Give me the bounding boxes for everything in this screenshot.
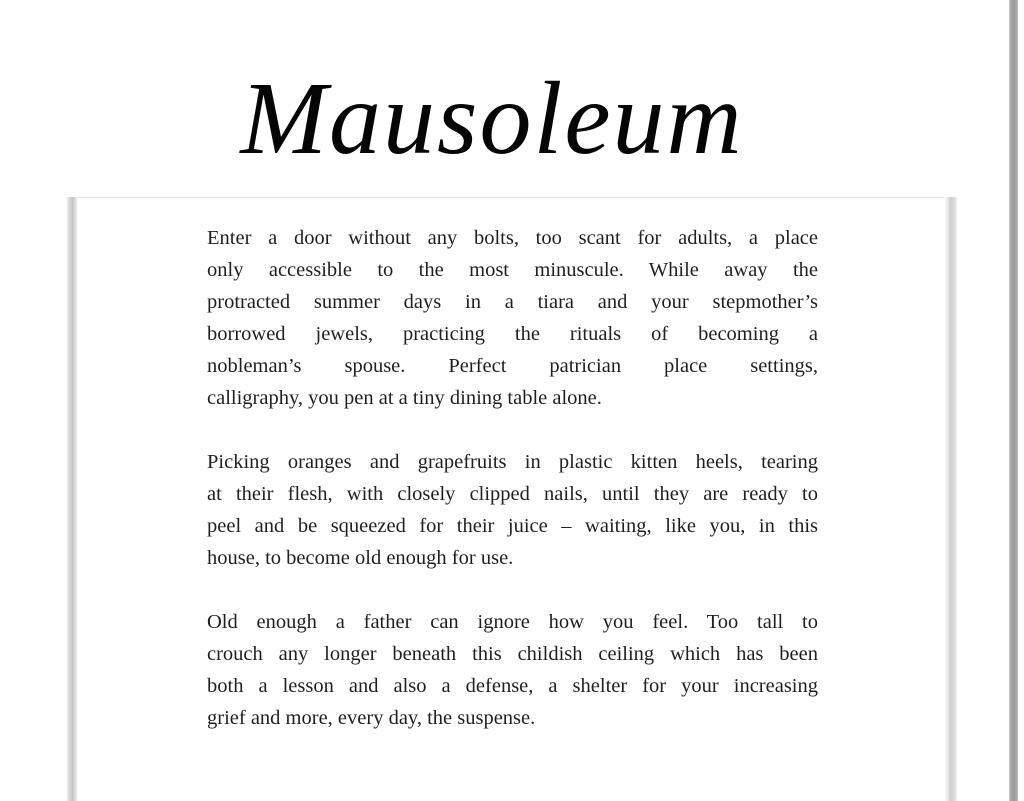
poem-line: borrowed jewels, practicing the rituals of becoming a: [207, 323, 818, 345]
poem-paragraph: [207, 606, 818, 734]
poem-title: Mausoleum: [240, 61, 744, 176]
poem-line: Enter a door without any bolts, too scant for adults, a place: [207, 227, 818, 249]
poem-line: crouch any longer beneath this childish ceiling which has been: [207, 643, 818, 665]
poem-line: both a lesson and also a defense, a shelter for your increasing: [207, 675, 818, 697]
poem-line: calligraphy, you pen at a tiny dining table alone.: [207, 387, 602, 409]
poem-line: protracted summer days in a tiara and your stepmother’s: [207, 291, 818, 313]
poem-line: nobleman’s spouse. Perfect patrician place settings,: [207, 355, 818, 377]
page-left-edge-shadow: [66, 197, 78, 801]
poem-line: only accessible to the most minuscule. While away the: [207, 259, 818, 281]
poem-line: Picking oranges and grapefruits in plastic kitten heels, tearing: [207, 451, 818, 473]
poem-line: house, to become old enough for use.: [207, 547, 514, 569]
page-right-edge-shadow: [944, 197, 958, 801]
poem-paragraph: [207, 222, 818, 414]
poem-line: at their flesh, with closely clipped nails, until they are ready to: [207, 483, 818, 505]
poem-line: peel and be squeezed for their juice – waiting, like you, in this: [207, 515, 818, 537]
poem-line: grief and more, every day, the suspense.: [207, 707, 536, 729]
page-top-edge: [77, 197, 948, 198]
poem-line: Old enough a father can ignore how you feel. Too tall to: [207, 611, 818, 633]
poem-paragraph: [207, 446, 818, 574]
poem-body: [207, 222, 818, 766]
scrollbar-track[interactable]: [1009, 0, 1018, 801]
